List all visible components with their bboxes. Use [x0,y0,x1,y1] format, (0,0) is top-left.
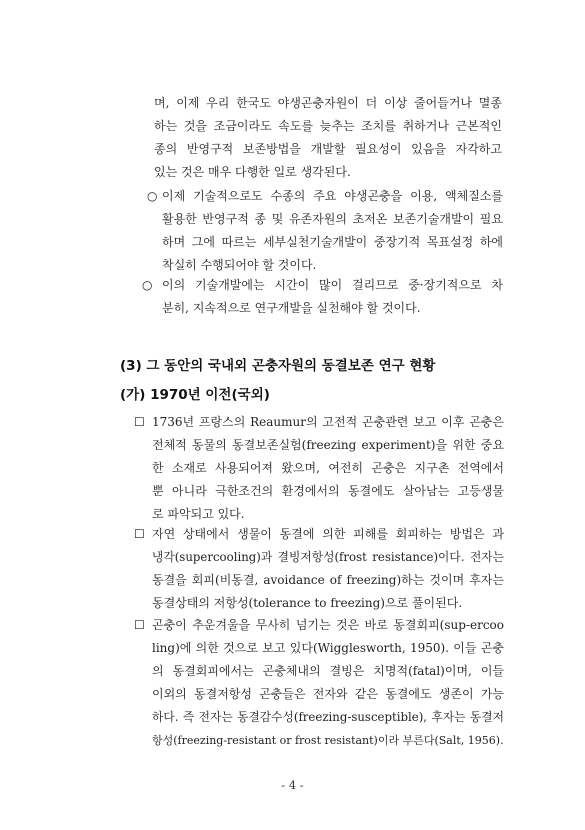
intro-paragraph [154,92,502,184]
circle-item [162,185,503,277]
checkbox-bullet-icon: ☐ [134,415,145,429]
text-line: 동결상태의 저항성(tolerance to freezing)으로 풀이된다. [152,596,463,610]
page-number: - 4 - [281,778,304,792]
circle-bullet-icon: ○ [142,278,153,292]
text-line: 하는 것을 조금이라도 속도를 늦추는 조치를 취하거나 근본적인 [154,119,502,133]
square-item [152,411,504,526]
text-line: 이의 기술개발에는 시간이 많이 걸리므로 중·장기적으로 차 [162,278,503,292]
text-line: 한 소재로 사용되어져 왔으며, 여전히 곤충은 지구촌 전역에서 [152,461,504,475]
square-item [152,523,504,615]
square-item [152,614,504,752]
text-line: 의 동결회피에서는 곤충체내의 결빙은 치명적(fatal)이며, 이들 [152,664,504,678]
text-line: 이제 기술적으로도 수종의 주요 야생곤충을 이용, 액체질소를 [162,189,503,203]
text-line: 동결을 회피(비동결, avoidance of freezing)하는 것이며 후자는 [152,573,504,587]
text-line: 종의 반영구적 보존방법을 개발할 필요성이 있음을 자각하고 [154,142,502,156]
section-heading: (3) 그 동안의 국내외 곤충자원의 동결보존 연구 현황 [120,358,436,374]
text-line: 곤충이 추운겨울을 무사히 넘기는 것은 바로 동결회피(sup-ercoo [152,618,504,632]
circle-bullet-icon: ○ [147,189,158,203]
text-line: 뿐 아니라 극한조건의 환경에서의 동결에도 살아남는 고등생물 [152,484,504,498]
text-line: ling)에 의한 것으로 보고 있다(Wigglesworth, 1950). 이들 곤충 [152,641,504,655]
text-line: 하며 그에 따르는 세부실천기술개발이 중장기적 목표설정 하에 [162,235,503,249]
text-line: 활용한 반영구적 종 및 유존자원의 초저온 보존기술개발이 필요 [162,212,503,226]
text-line: 며, 이제 우리 한국도 야생곤충자원이 더 이상 줄어들거나 멸종 [154,96,502,110]
text-line: 착실히 수행되어야 할 것이다. [162,258,317,272]
text-line: 이외의 동결저항성 곤충들은 전자와 같은 동결에도 생존이 가능 [152,687,504,701]
text-line: 전체적 동물의 동결보존실험(freezing experiment)을 위한 중요 [152,438,504,452]
text-line: 분히, 지속적으로 연구개발을 실천해야 할 것이다. [162,301,421,315]
text-line: 냉각(supercooling)과 결빙저항성(frost resistance)이다. 전자는 [152,550,504,564]
checkbox-bullet-icon: ☐ [134,527,145,541]
circle-item [162,274,503,320]
checkbox-bullet-icon: ☐ [134,618,145,632]
text-line: 로 파악되고 있다. [152,507,245,521]
text-line: 항성(freezing-resistant or frost resistant)이라 부른다(Salt, 1956). [152,734,504,747]
text-line: 1736년 프랑스의 Reaumur의 고전적 곤충관련 보고 이후 곤충은 [152,415,504,429]
text-line: 자연 상태에서 생물이 동결에 의한 피해를 회피하는 방법은 과 [152,527,504,541]
text-line: 있는 것은 매우 다행한 일로 생각된다. [154,165,351,179]
sub-heading: (가) 1970년 이전(국외) [120,387,270,403]
text-line: 하다. 즉 전자는 동결감수성(freezing-susceptible), 후자는 동결저 [152,710,504,724]
